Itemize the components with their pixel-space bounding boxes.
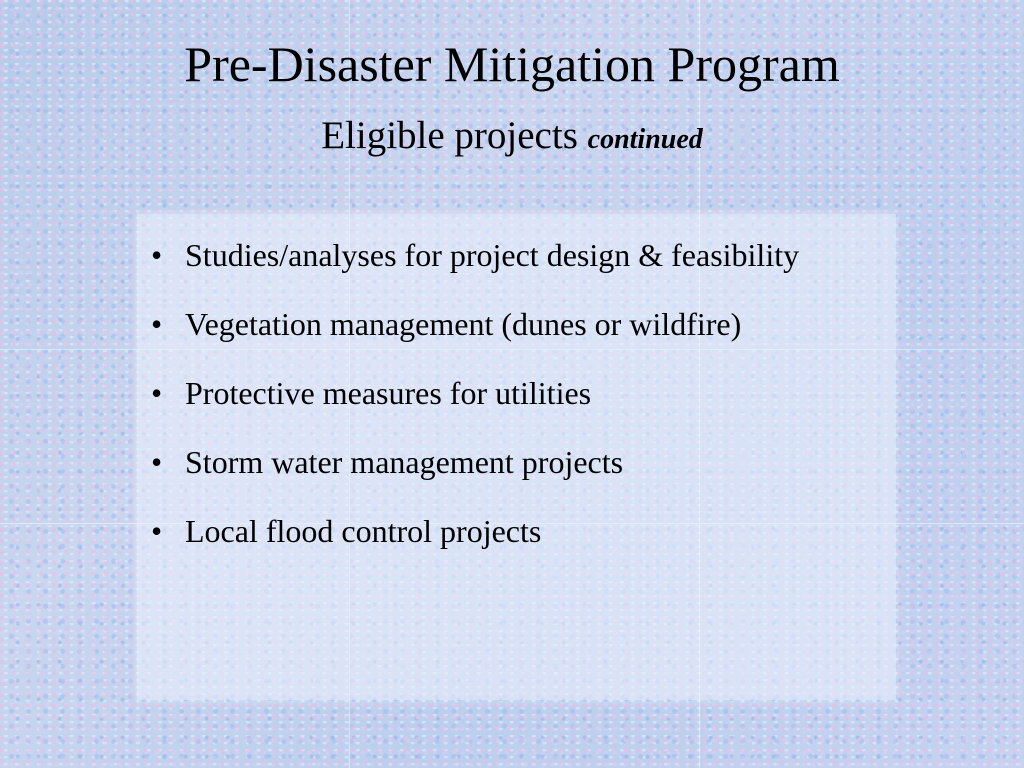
list-item [145,295,890,353]
bullet-dot-icon: • [151,444,163,480]
list-item [145,433,890,491]
bullet-text: Protective measures for utilities [185,375,592,411]
bullet-dot-icon: • [151,237,163,273]
bullet-text: Vegetation management (dunes or wildfire) [185,306,742,342]
bullet-dot-icon: • [151,306,163,342]
bullet-text: Local flood control projects [185,513,542,549]
list-item [145,364,890,422]
bullet-text: Studies/analyses for project design & feasibility [185,237,800,273]
slide-title: Pre-Disaster Mitigation Program [184,36,840,92]
bullet-list [145,226,890,571]
list-item [145,226,890,284]
list-item [145,502,890,560]
bullet-dot-icon: • [151,513,163,549]
slide-subtitle [0,112,1024,164]
subtitle-text: Eligible projects [321,114,578,157]
bullet-text: Storm water management projects [185,444,624,480]
content-panel [137,214,896,700]
bullet-dot-icon: • [151,375,163,411]
subtitle-continued: continued [587,124,703,155]
